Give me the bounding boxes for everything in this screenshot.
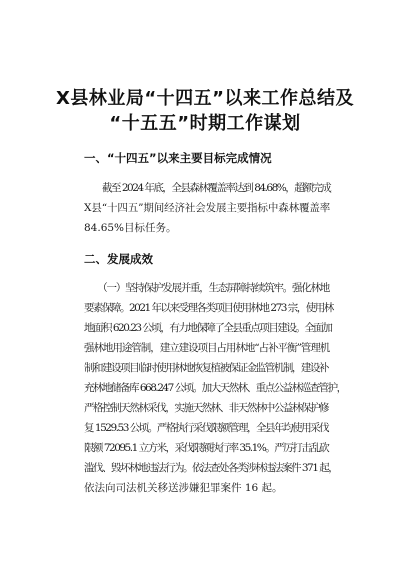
section-2-line: 强林地用途管制，建立建设项目占用林地“占补平衡”管理机 xyxy=(84,342,330,354)
section-2-heading: 二、发展成效 xyxy=(84,252,153,266)
section-1-line: 84.65%目标任务。 xyxy=(84,222,177,234)
section-2-line: 复 1529.53 公顷。严格执行采伐限额管理，全县年均使用采伐 xyxy=(84,422,329,434)
section-2-line: 限额 72095.1 立方米，采伐限额执行率 35.1%。严厉打击乱砍 xyxy=(84,442,329,454)
section-2-line: 滥伐、毁坏林地违法行为。依法查处各类涉林违法案件 371 起， xyxy=(84,462,338,474)
document-title-line-1: X县林业局“十四五”以来工作总结及 xyxy=(55,88,355,109)
section-1-line: X县“十四五”期间经济社会发展主要指标中森林覆盖率 xyxy=(84,202,331,214)
section-2-line: 制和建设项目临时使用林地恢复植被保证金监管机制，建设补 xyxy=(84,362,329,374)
document-title-line-2: “十五五”时期工作谋划 xyxy=(109,113,301,134)
section-2-line: （一）坚持保护发展并重，生态屏障持续筑牢。强化林地 xyxy=(84,282,330,294)
section-1-heading: 一、“十四五”以来主要目标完成情况 xyxy=(84,151,272,165)
section-1-line: 截至 2024 年底，全县森林覆盖率达到 84.68%，超额完成 xyxy=(84,182,331,194)
section-2-line: 充林地储备库 668.247 公顷。加大天然林、重点公益林巡查管护， xyxy=(84,382,346,394)
section-2-line: 严格控制天然林采伐，实施天然林、非天然林中公益林保护修 xyxy=(84,402,329,414)
section-2-line: 要素保障。2021 年以来受理各类项目使用林地 273 宗，使用林 xyxy=(84,302,333,314)
section-2-line: 地面积 620.23 公顷，有力地保障了全县重点项目建设。全面加 xyxy=(84,322,332,334)
section-2-line: 依法向司法机关移送涉嫌犯罪案件 16 起。 xyxy=(84,482,283,494)
